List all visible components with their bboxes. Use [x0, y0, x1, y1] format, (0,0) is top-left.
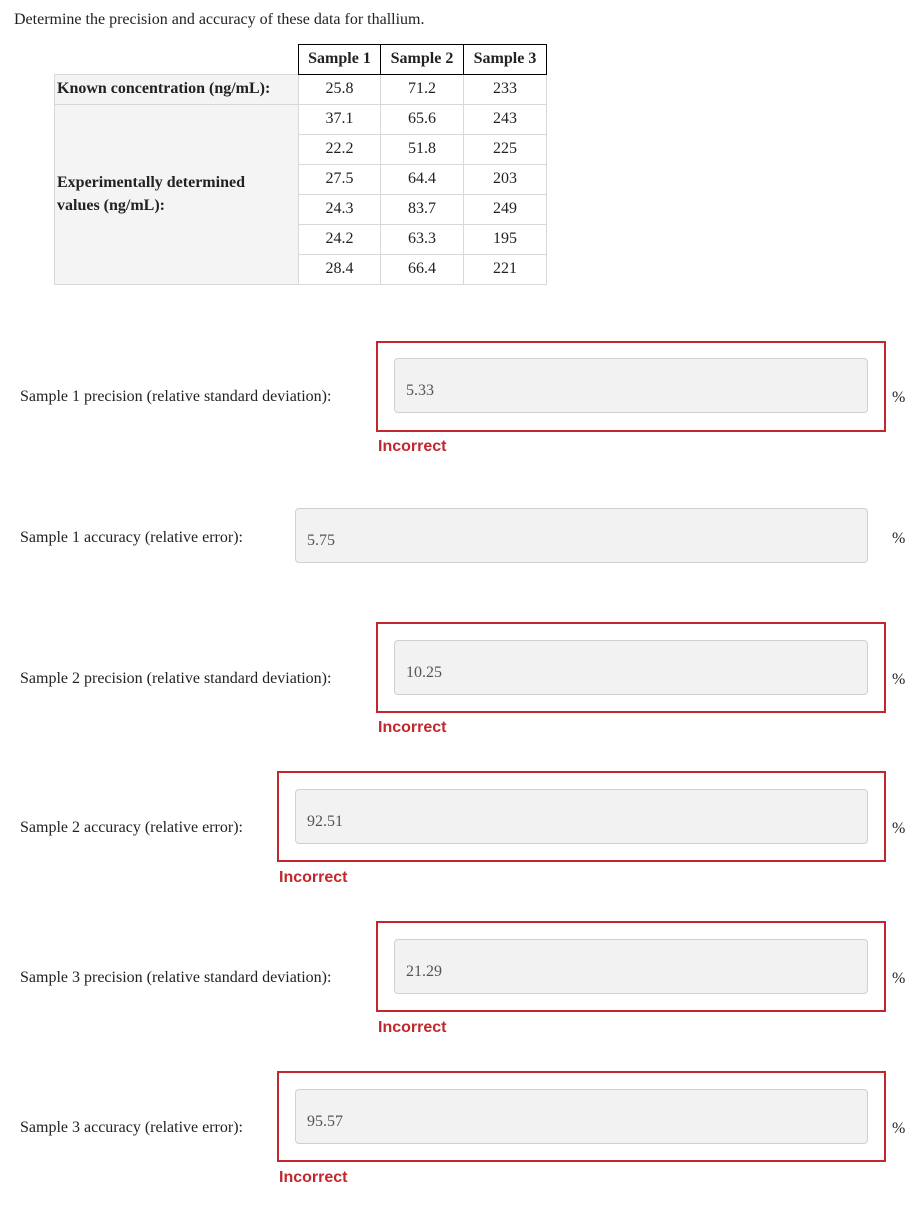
table-cell: 64.4: [381, 164, 464, 194]
column-header: Sample 3: [464, 45, 547, 75]
table-cell: 28.4: [299, 254, 381, 284]
table-cell: 25.8: [299, 74, 381, 104]
data-table: [54, 44, 547, 285]
incorrect-status: Incorrect: [279, 869, 348, 886]
table-cell: 65.6: [381, 104, 464, 134]
question-prompt: Determine the precision and accuracy of these data for thallium.: [14, 11, 425, 28]
sample1-precision-label: Sample 1 precision (relative standard deviation):: [20, 388, 332, 405]
sample2-accuracy-label: Sample 2 accuracy (relative error):: [20, 819, 243, 836]
percent-unit: %: [892, 1120, 906, 1137]
sample2-precision-input[interactable]: [394, 640, 868, 695]
sample3-accuracy-input[interactable]: [295, 1089, 868, 1144]
table-cell: 195: [464, 224, 547, 254]
sample1-accuracy-input[interactable]: [295, 508, 868, 563]
column-header: Sample 2: [381, 45, 464, 75]
sample1-accuracy-label: Sample 1 accuracy (relative error):: [20, 529, 243, 546]
sample1-precision-input[interactable]: [394, 358, 868, 413]
table-cell: 225: [464, 134, 547, 164]
table-cell: 27.5: [299, 164, 381, 194]
percent-unit: %: [892, 389, 906, 406]
table-cell: 233: [464, 74, 547, 104]
column-header: Sample 1: [299, 45, 381, 75]
incorrect-status: Incorrect: [279, 1169, 348, 1186]
percent-unit: %: [892, 671, 906, 688]
incorrect-status: Incorrect: [378, 719, 447, 736]
table-cell: 243: [464, 104, 547, 134]
table-header-row: [55, 45, 547, 75]
sample3-accuracy-label: Sample 3 accuracy (relative error):: [20, 1119, 243, 1136]
table-cell: 83.7: [381, 194, 464, 224]
percent-unit: %: [892, 530, 906, 547]
sample3-precision-input[interactable]: [394, 939, 868, 994]
table-cell: 249: [464, 194, 547, 224]
table-cell: 71.2: [381, 74, 464, 104]
table-cell: 24.3: [299, 194, 381, 224]
known-concentration-label: Known concentration (ng/mL):: [55, 74, 299, 104]
table-cell: 22.2: [299, 134, 381, 164]
sample2-accuracy-input[interactable]: [295, 789, 868, 844]
experimental-label-line: values (ng/mL):: [57, 197, 165, 214]
table-corner: [55, 45, 299, 75]
table-cell: 51.8: [381, 134, 464, 164]
experimental-values-label: [55, 104, 299, 284]
table-cell: 66.4: [381, 254, 464, 284]
known-row: [55, 74, 547, 104]
percent-unit: %: [892, 820, 906, 837]
incorrect-status: Incorrect: [378, 438, 447, 455]
incorrect-status: Incorrect: [378, 1019, 447, 1036]
experimental-label-line: Experimentally determined: [57, 174, 245, 191]
table-cell: 24.2: [299, 224, 381, 254]
percent-unit: %: [892, 970, 906, 987]
sample3-precision-label: Sample 3 precision (relative standard deviation):: [20, 969, 332, 986]
table-cell: 221: [464, 254, 547, 284]
experimental-row: [55, 104, 547, 134]
table-cell: 37.1: [299, 104, 381, 134]
table-cell: 63.3: [381, 224, 464, 254]
table-cell: 203: [464, 164, 547, 194]
sample2-precision-label: Sample 2 precision (relative standard deviation):: [20, 670, 332, 687]
